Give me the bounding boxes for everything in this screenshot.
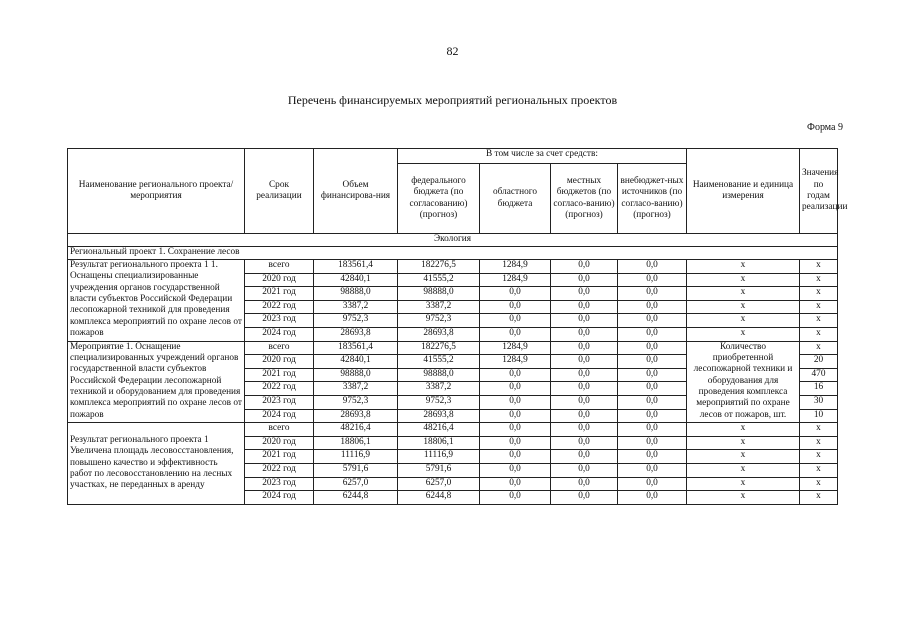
cell-term: 2024 год [245,491,314,505]
cell-local: 0,0 [551,300,618,314]
table-row [68,341,838,355]
cell-extra: 0,0 [618,450,687,464]
cell-volume: 42840,1 [314,355,398,369]
cell-regional: 0,0 [480,368,551,382]
cell-extra: 0,0 [618,355,687,369]
cell-term: 2023 год [245,395,314,409]
cell-term: 2023 год [245,314,314,328]
cell-value: x [800,436,838,450]
cell-regional: 0,0 [480,450,551,464]
cell-local: 0,0 [551,382,618,396]
cell-volume: 6257,0 [314,477,398,491]
cell-volume: 28693,8 [314,409,398,423]
cell-value: x [800,287,838,301]
cell-extra: 0,0 [618,341,687,355]
cell-unit: x [687,327,800,341]
cell-local: 0,0 [551,450,618,464]
cell-federal: 6244,8 [398,491,480,505]
cell-volume: 9752,3 [314,314,398,328]
cell-regional: 0,0 [480,314,551,328]
cell-value: x [800,300,838,314]
cell-extra: 0,0 [618,423,687,437]
cell-regional: 0,0 [480,491,551,505]
table-row [68,260,838,274]
cell-volume: 5791,6 [314,463,398,477]
cell-federal: 48216,4 [398,423,480,437]
header-values: Значения по годам реализации [800,149,838,234]
cell-term: 2022 год [245,382,314,396]
cell-volume: 42840,1 [314,273,398,287]
header-including: В том числе за счет средств: [398,149,687,164]
cell-unit: x [687,463,800,477]
cell-volume: 183561,4 [314,341,398,355]
cell-federal: 28693,8 [398,409,480,423]
cell-unit: x [687,450,800,464]
cell-unit: x [687,436,800,450]
row-title: Результат регионального проекта 1 Увеличена площадь лесовосстановления, повышено качество и эффективность работ по лесовосстановлению на лесных участках, не переданных в аренду [68,423,245,505]
cell-federal: 3387,2 [398,382,480,396]
cell-term: 2020 год [245,273,314,287]
header-name: Наименование регионального проекта/ мероприятия [68,149,245,234]
cell-unit: x [687,287,800,301]
row-title: Результат регионального проекта 1 1. Оснащены специализированные учреждения органов государственной власти субъектов Российской Федерации лесопожарной техникой для проведения комплекса мероприятий по охране лесов от пожаров [68,260,245,342]
cell-local: 0,0 [551,409,618,423]
cell-federal: 18806,1 [398,436,480,450]
cell-local: 0,0 [551,423,618,437]
cell-extra: 0,0 [618,477,687,491]
header-federal: федерального бюджета (по согласованию) (прогноз) [398,164,480,234]
cell-unit: x [687,477,800,491]
cell-extra: 0,0 [618,314,687,328]
cell-local: 0,0 [551,491,618,505]
cell-federal: 6257,0 [398,477,480,491]
cell-term: 2021 год [245,450,314,464]
cell-local: 0,0 [551,477,618,491]
cell-value: x [800,477,838,491]
header-regional: областного бюджета [480,164,551,234]
row-title: Мероприятие 1. Оснащение специализированных учреждений органов государственной власти субъектов Российской Федерации лесопожарной техникой и оборудованием для проведения комплекса мероприятий по охране лесов от пожаров [68,341,245,423]
cell-extra: 0,0 [618,436,687,450]
header-term: Срок реализации [245,149,314,234]
cell-term: 2021 год [245,287,314,301]
cell-unit: x [687,260,800,274]
cell-regional: 1284,9 [480,341,551,355]
cell-local: 0,0 [551,368,618,382]
cell-federal: 182276,5 [398,341,480,355]
cell-extra: 0,0 [618,300,687,314]
cell-extra: 0,0 [618,327,687,341]
cell-local: 0,0 [551,260,618,274]
cell-regional: 1284,9 [480,273,551,287]
header-volume: Объем финансирова-ния [314,149,398,234]
cell-value: x [800,463,838,477]
cell-extra: 0,0 [618,287,687,301]
cell-local: 0,0 [551,341,618,355]
cell-regional: 0,0 [480,477,551,491]
cell-value: 470 [800,368,838,382]
header-extra: внебюджет-ных источников (по согласо-ванию) (прогноз) [618,164,687,234]
cell-value: x [800,491,838,505]
cell-volume: 18806,1 [314,436,398,450]
cell-volume: 98888,0 [314,368,398,382]
cell-value: x [800,327,838,341]
cell-local: 0,0 [551,314,618,328]
financing-table [67,148,848,505]
cell-unit: x [687,423,800,437]
cell-term: 2022 год [245,300,314,314]
cell-value: x [800,450,838,464]
cell-federal: 9752,3 [398,314,480,328]
cell-extra: 0,0 [618,368,687,382]
cell-federal: 98888,0 [398,287,480,301]
cell-local: 0,0 [551,327,618,341]
cell-value: 30 [800,395,838,409]
cell-regional: 0,0 [480,395,551,409]
page-number: 82 [446,44,459,58]
cell-term: 2024 год [245,327,314,341]
cell-regional: 0,0 [480,300,551,314]
cell-term: 2022 год [245,463,314,477]
cell-extra: 0,0 [618,260,687,274]
cell-unit: x [687,273,800,287]
cell-federal: 41555,2 [398,355,480,369]
header-unit: Наименование и единица измерения [687,149,800,234]
cell-federal: 11116,9 [398,450,480,464]
cell-regional: 0,0 [480,463,551,477]
cell-extra: 0,0 [618,273,687,287]
cell-volume: 6244,8 [314,491,398,505]
cell-extra: 0,0 [618,463,687,477]
cell-unit: x [687,300,800,314]
cell-term: 2021 год [245,368,314,382]
cell-federal: 5791,6 [398,463,480,477]
cell-term: всего [245,260,314,274]
page-title: Перечень финансируемых мероприятий региональных проектов [287,93,618,107]
cell-extra: 0,0 [618,395,687,409]
cell-value: x [800,273,838,287]
cell-local: 0,0 [551,273,618,287]
cell-volume: 28693,8 [314,327,398,341]
cell-term: 2023 год [245,477,314,491]
cell-volume: 9752,3 [314,395,398,409]
cell-regional: 1284,9 [480,260,551,274]
cell-term: 2024 год [245,409,314,423]
cell-regional: 0,0 [480,436,551,450]
cell-federal: 182276,5 [398,260,480,274]
cell-local: 0,0 [551,355,618,369]
cell-regional: 0,0 [480,409,551,423]
header-local: местных бюджетов (по согласо-ванию) (прогноз) [551,164,618,234]
cell-unit: x [687,314,800,328]
cell-volume: 48216,4 [314,423,398,437]
cell-term: 2020 год [245,355,314,369]
cell-local: 0,0 [551,395,618,409]
cell-local: 0,0 [551,436,618,450]
cell-extra: 0,0 [618,491,687,505]
cell-value: x [800,314,838,328]
cell-extra: 0,0 [618,382,687,396]
cell-term: всего [245,341,314,355]
table-row [68,423,838,437]
cell-regional: 0,0 [480,287,551,301]
cell-term: 2020 год [245,436,314,450]
section-title: Экология [68,234,838,247]
cell-extra: 0,0 [618,409,687,423]
cell-local: 0,0 [551,463,618,477]
cell-regional: 0,0 [480,327,551,341]
cell-term: всего [245,423,314,437]
cell-value: x [800,423,838,437]
cell-value: 16 [800,382,838,396]
cell-federal: 3387,2 [398,300,480,314]
project-title: Региональный проект 1. Сохранение лесов [68,247,838,260]
cell-volume: 11116,9 [314,450,398,464]
cell-regional: 0,0 [480,382,551,396]
cell-volume: 3387,2 [314,382,398,396]
cell-value: 10 [800,409,838,423]
cell-federal: 41555,2 [398,273,480,287]
cell-volume: 98888,0 [314,287,398,301]
cell-value: 20 [800,355,838,369]
cell-regional: 0,0 [480,423,551,437]
cell-federal: 28693,8 [398,327,480,341]
cell-unit-description: Количество приобретенной лесопожарной техники и оборудования для проведения комплекса мероприятий по охране лесов от пожаров, шт. [687,341,800,423]
cell-value: x [800,260,838,274]
cell-federal: 98888,0 [398,368,480,382]
cell-volume: 3387,2 [314,300,398,314]
cell-value: x [800,341,838,355]
cell-regional: 1284,9 [480,355,551,369]
cell-volume: 183561,4 [314,260,398,274]
cell-local: 0,0 [551,287,618,301]
form-label: Форма 9 [807,122,843,133]
cell-federal: 9752,3 [398,395,480,409]
cell-unit: x [687,491,800,505]
